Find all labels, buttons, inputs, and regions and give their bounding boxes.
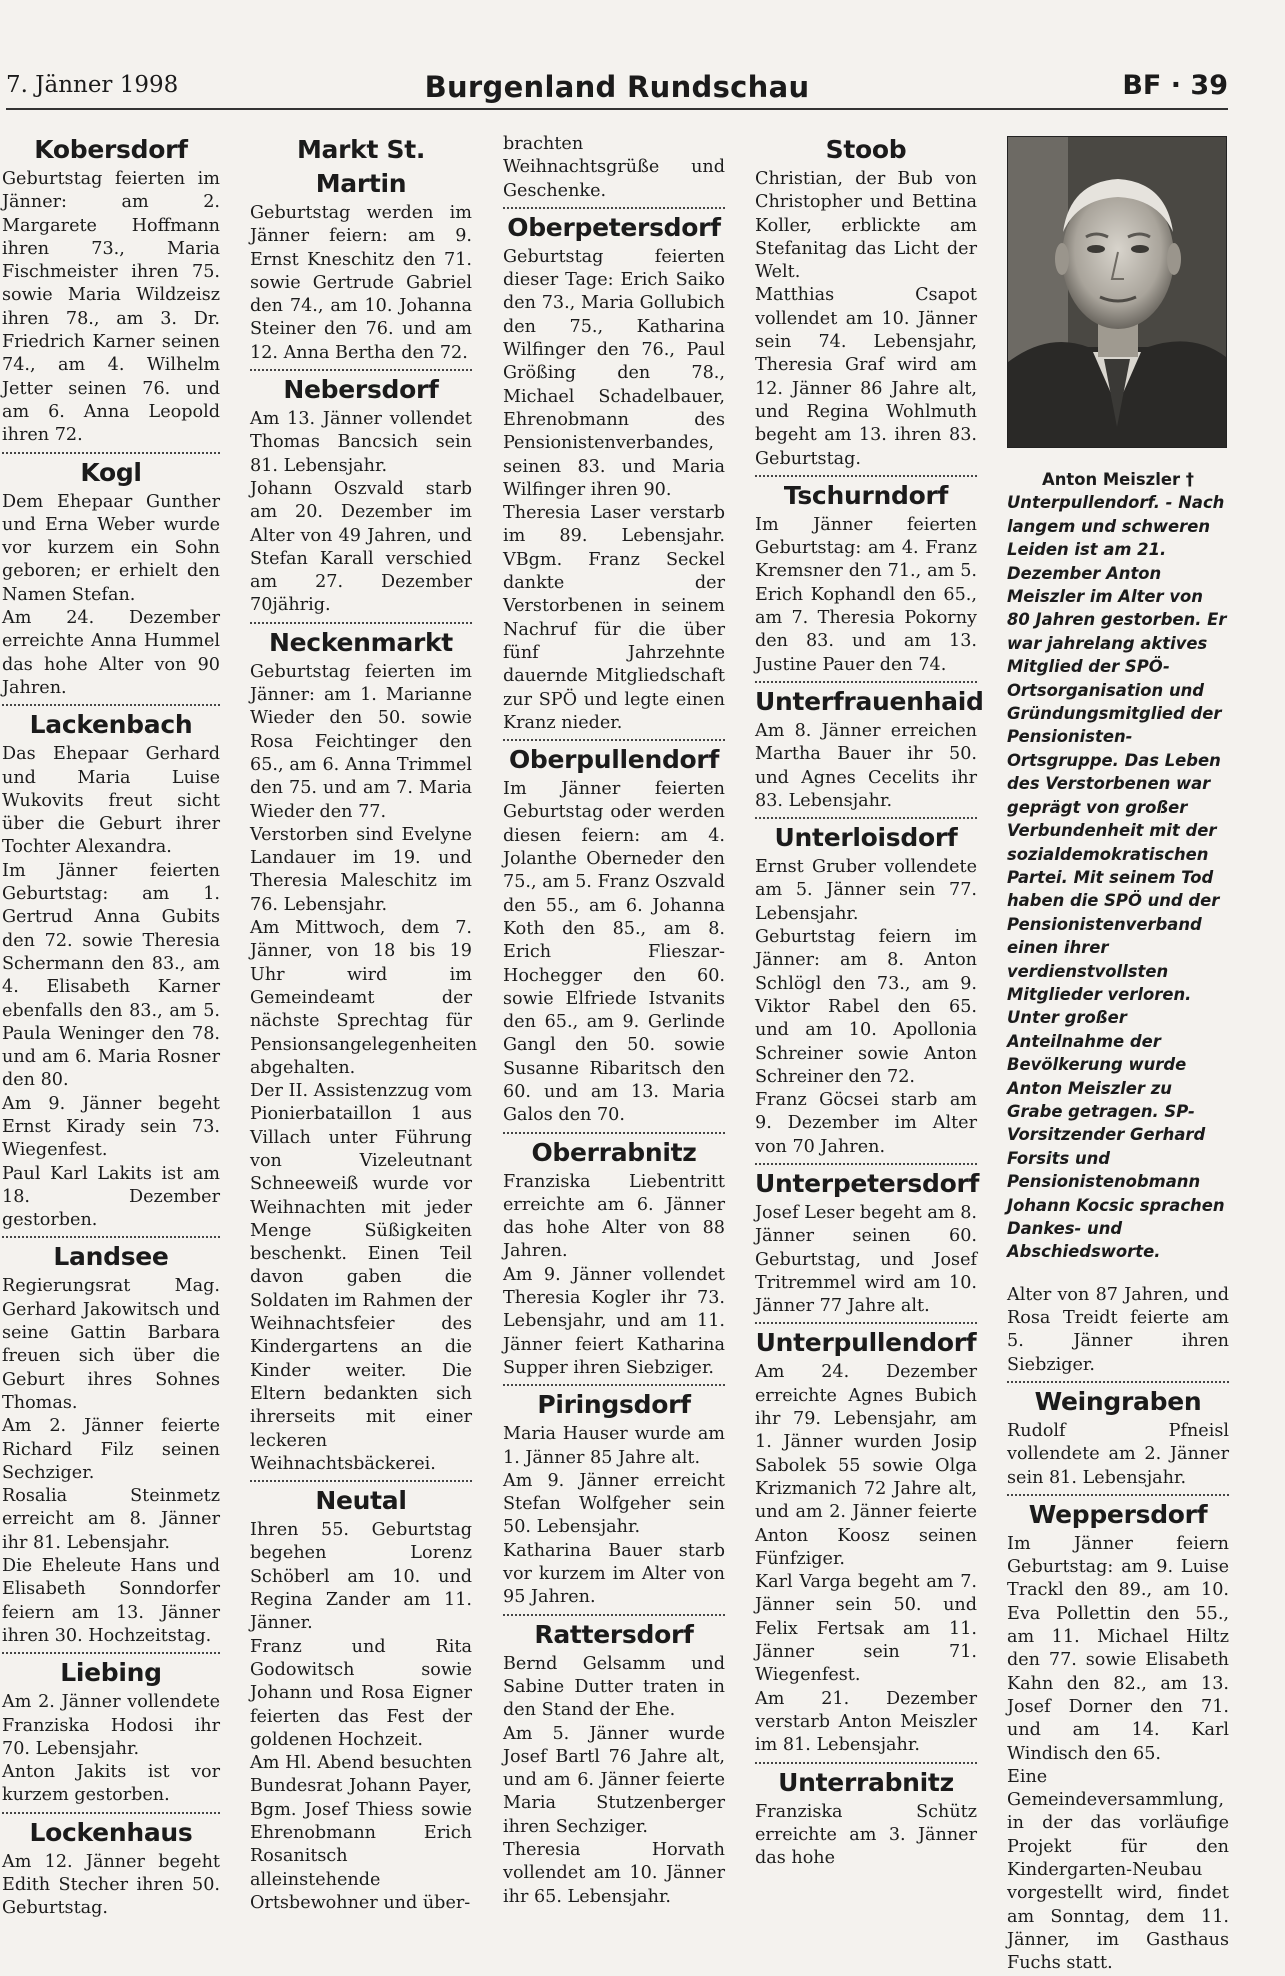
article-section (755, 1322, 977, 1757)
article-paragraph: Bernd Gelsamm und Sabine Dutter traten in den Stand der Ehe. (503, 1653, 725, 1721)
article-paragraph: Am 12. Jänner begeht Edith Stecher ihren 50. Geburtstag. (2, 1851, 220, 1919)
column-5 (1007, 133, 1229, 1974)
section-heading: Neckenmarkt (269, 627, 453, 657)
article-paragraph: Verstorben sind Evelyne Landauer im 19. und Theresia Maleschitz im 76. Lebensjahr. (250, 824, 472, 915)
article-section (250, 1480, 472, 1915)
section-heading: Oberrabnitz (531, 1137, 697, 1167)
article-paragraph: Im Jänner feiern Geburtstag: am 9. Luise Trackl den 89., am 10. Eva Pollettin den 55., am 11. Michael Hiltz den 77. sowie Elisabeth Kahn den 82., am 13. Josef Dorner den 71. und am 14. Karl Windisch den 65. (1007, 1533, 1229, 1764)
page-header (6, 70, 1228, 110)
section-heading: Lockenhaus (29, 1817, 193, 1847)
article-paragraph: Regierungsrat Mag. Gerhard Jakowitsch und seine Gattin Barbara freuen sich über die Geburt ihres Sohnes Thomas. (2, 1276, 220, 1413)
article-section (755, 1762, 977, 1871)
article-section (755, 817, 977, 1159)
section-heading: Markt St. Martin (296, 135, 426, 198)
article-paragraph: Maria Hauser wurde am 1. Jänner 85 Jahre alt. (503, 1424, 725, 1468)
article-paragraph: Karl Varga begeht am 7. Jänner sein 50. und Felix Fertsak am 11. Jänner sein 71. Wiegenfest. (755, 1572, 977, 1686)
article-section (250, 369, 472, 618)
article-paragraph: Josef Leser begeht am 8. Jänner seinen 60. Geburtstag, und Josef Tritremmel wird am 10. Jänner 77 Jahre alt. (755, 1202, 977, 1317)
article-paragraph: Franz und Rita Godowitsch sowie Johann und Rosa Eigner feierten das Fest der goldenen Hochzeit. (250, 1636, 472, 1750)
column-1 (2, 133, 220, 1919)
article-section (2, 704, 220, 1232)
article-paragraph: Rudolf Pfneisl vollendete am 2. Jänner sein 81. Lebensjahr. (1007, 1421, 1229, 1488)
article-section (2, 1236, 220, 1648)
article-paragraph: Geburtstag feierten im Jänner: am 2. Margarete Hoffmann ihren 73., Maria Fischmeister ihren 75. sowie Maria Wildzeisz ihren 78., am 3. Dr. Friedrich Karner seinen 74., am 4. Wilhelm Jetter seinen 76. und am 6. Anna Leopold ihren 72. (2, 169, 220, 446)
article-paragraph: Am 8. Jänner erreichen Martha Bauer ihr 50. und Agnes Cecelits ihr 83. Lebensjahr. (755, 720, 977, 811)
article-paragraph: Im Jänner feierten Geburtstag: am 1. Gertrud Anna Gubits den 72. sowie Theresia Schermann den 83., am 4. Elisabeth Karner ebenfalls den 83., am 5. Paula Weninger den 78. und am 6. Maria Rosner den 80. (2, 860, 220, 1091)
article-section (503, 1614, 725, 1909)
article-paragraph: Das Ehepaar Gerhard und Maria Luise Wukovits freut sicht über die Geburt ihrer Tochter Alexandra. (2, 744, 220, 858)
article-paragraph: Theresia Horvath vollendet am 10. Jänner ihr 65. Lebensjahr. (503, 1840, 725, 1907)
article-paragraph: Dem Ehepaar Gunther und Erna Weber wurde vor kurzem ein Sohn geboren; er erhielt den Namen Stefan. (2, 491, 220, 605)
article-section (1007, 1284, 1229, 1377)
section-heading: Tschurndorf (783, 480, 949, 510)
article-section (755, 475, 977, 677)
section-heading: Landsee (53, 1242, 169, 1272)
article-paragraph: Am 5. Jänner wurde Josef Bartl 76 Jahre alt, und am 6. Jänner feierte Maria Stutzenberger ihren Sechziger. (503, 1723, 725, 1837)
article-paragraph: Am 2. Jänner vollendete Franziska Hodosi ihr 70. Lebensjahr. (2, 1692, 220, 1759)
section-heading: Neutal (315, 1486, 407, 1516)
article-paragraph: brachten Weihnachtsgrüße und Geschenke. (503, 134, 725, 201)
section-heading: Nebersdorf (283, 375, 439, 405)
article-paragraph: Katharina Bauer starb vor kurzem im Alter von 95 Jahren. (503, 1540, 725, 1608)
article-section (250, 133, 472, 365)
article-paragraph: Anton Jakits ist vor kurzem gestorben. (2, 1762, 220, 1806)
portrait-photo (1007, 136, 1227, 448)
section-heading: Rattersdorf (534, 1619, 694, 1649)
article-paragraph: Die Eheleute Hans und Elisabeth Sonndorfer feiern am 13. Jänner ihren 30. Hochzeitstag. (2, 1556, 220, 1646)
section-heading: Lackenbach (29, 710, 193, 740)
section-heading: Unterloisdorf (774, 823, 958, 853)
cross-symbol: † (1185, 470, 1194, 489)
article-section (1007, 1494, 1229, 1976)
article-section (503, 1132, 725, 1381)
article-paragraph: Am 13. Jänner vollendet Thomas Bancsich sein 81. Lebensjahr. (250, 409, 472, 476)
section-heading: Weppersdorf (1028, 1499, 1208, 1529)
article-paragraph: Geburtstag werden im Jänner feiern: am 9. Ernst Kneschitz den 71. sowie Gertrude Gabriel den 74., am 10. Johanna Steiner den 76. und am 12. Anna Bertha den 72. (250, 203, 472, 363)
article-paragraph: Ernst Gruber vollendete am 5. Jänner sein 77. Lebensjahr. (755, 857, 977, 924)
article-paragraph: Am 24. Dezember erreichte Anna Hummel das hohe Alter von 90 Jahren. (2, 608, 220, 698)
article-paragraph: Franziska Liebentritt erreichte am 6. Jänner das hohe Alter von 88 Jahren. (503, 1171, 725, 1262)
column-3 (503, 133, 725, 1907)
article-paragraph: Am 2. Jänner feierte Richard Filz seinen Sechziger. (2, 1416, 220, 1483)
newspaper-title: Burgenland Rundschau (424, 70, 810, 104)
section-heading: Stoob (825, 135, 907, 164)
article-section (503, 133, 725, 203)
portrait-image (1008, 137, 1226, 447)
article-section (2, 1652, 220, 1807)
article-paragraph: Eine Gemeindeversammlung, in der das vorläufige Projekt für den Kindergarten-Neubau vorgestellt wird, findet am Sonntag, dem 11. Jänner, im Gasthaus Fuchs statt. (1007, 1766, 1229, 1974)
photo-caption (1007, 468, 1229, 1274)
article-paragraph: Im Jänner feierten Geburtstag: am 4. Franz Kremsner den 71., am 5. Erich Kophandl den 65., am 7. Theresia Pokorny den 83. und am 13. Justine Pauer den 74. (755, 514, 977, 675)
section-heading: Unterpullendorf (755, 1328, 977, 1358)
article-paragraph: Am 9. Jänner vollendet Theresia Kogler ihr 73. Lebensjahr, und am 11. Jänner feiert Katharina Supper ihren Siebziger. (503, 1264, 725, 1378)
section-heading: Unterrabnitz (778, 1767, 954, 1797)
caption-text: Unterpullendorf. - Nach langem und schweren Leiden ist am 21. Dezember Anton Meiszler im Alter von 80 Jahren gestorben. Er war jahrelang aktives Mitglied der SPÖ-Ortsorganisation und Gründungsmitglied der Pensionisten-Ortsgruppe. Das Leben des Verstorbenen war geprägt von großer Verbundenheit mit der sozialdemokratischen Partei. Mit seinem Tod haben die SPÖ und der Pensionistenverband einen ihrer verdienstvollsten Mitglieder verloren. Unter großer Anteilnahme der Bevölkerung wurde Anton Meiszler zu Grabe getragen. SP-Vorsitzender Gerhard Forsits und Pensionistenobmann Johann Kocsic sprachen Dankes- und Abschiedsworte. (1007, 493, 1227, 1262)
section-heading: Unterfrauenhaid (755, 686, 984, 716)
article-paragraph: Johann Oszvald starb am 20. Dezember im Alter von 49 Jahren, und Stefan Karall verschied am 27. Dezember 70jährig. (250, 478, 472, 616)
column-2 (250, 133, 478, 1913)
section-heading: Liebing (60, 1658, 162, 1688)
article-paragraph: Am Mittwoch, dem 7. Jänner, von 18 bis 19 Uhr wird im Gemeindeamt der nächste Sprechtag für Pensionsangelegenheiten abgehalten. (250, 918, 478, 1078)
article-section (755, 133, 977, 471)
article-section (2, 133, 220, 448)
article-paragraph: Rosalia Steinmetz erreicht am 8. Jänner ihr 81. Lebensjahr. (2, 1486, 220, 1553)
section-heading: Weingraben (1034, 1387, 1202, 1416)
article-section (755, 1163, 980, 1318)
caption-name-line (1007, 468, 1229, 491)
article-section (2, 452, 220, 701)
article-paragraph: Geburtstag feiern im Jänner: am 8. Anton Schlögl den 73., am 9. Viktor Rabel den 65. und am 10. Apollonia Schreiner sowie Anton Schreiner den 72. (755, 927, 977, 1087)
section-heading: Kobersdorf (34, 135, 188, 164)
article-paragraph: Theresia Laser verstarb im 89. Lebensjahr. VBgm. Franz Seckel dankte der Verstorbenen in seinem Nachruf für die über fünf Jahrzehnte dauernde Mitgliedschaft zur SPÖ und legte einen Kranz nieder. (503, 503, 725, 733)
section-heading: Oberpetersdorf (507, 212, 721, 242)
article-paragraph: Geburtstag feierten dieser Tage: Erich Saiko den 73., Maria Gollubich den 75., Katharina Wilfinger den 76., Paul Größing den 78., Michael Schadelbauer, Ehrenobmann des Pensionistenverbandes, seinen 83. und Maria Wilfinger ihren 90. (503, 246, 725, 500)
column-4 (755, 133, 984, 1869)
article-section (1007, 1381, 1229, 1490)
article-paragraph: Der II. Assistenzzug vom Pionierbataillon 1 aus Villach unter Führung von Vizeleutnant Schneeweiß wurde vor Weihnachten mit jeder Menge Süßigkeiten beschenkt. Einen Teil davon gaben die Soldaten im Rahmen der Weihnachtsfeier des Kindergartens an die Kinder weiter. Die Eltern bedankten sich ihrerseits mit einer leckeren Weihnachtsbäckerei. (250, 1081, 472, 1474)
article-section (250, 622, 478, 1476)
article-section (2, 1812, 220, 1921)
article-paragraph: Ihren 55. Geburtstag begehen Lorenz Schöberl am 10. und Regina Zander am 11. Jänner. (250, 1520, 472, 1634)
article-paragraph: Am 24. Dezember erreichte Agnes Bubich ihr 79. Lebensjahr, am 1. Jänner wurden Josip Sabolek 55 sowie Olga Krizmanich 72 Jahre alt, und am 2. Jänner feierte Anton Koosz seinen Fünfziger. (755, 1362, 977, 1569)
article-paragraph: Am 21. Dezember verstarb Anton Meiszler im 81. Lebensjahr. (755, 1688, 977, 1756)
section-heading: Piringsdorf (537, 1390, 691, 1420)
article-section (503, 739, 725, 1127)
article-section (755, 681, 984, 813)
article-paragraph: Paul Karl Lakits ist am 18. Dezember gestorben. (2, 1163, 220, 1231)
section-heading: Kogl (80, 457, 142, 487)
article-paragraph: Am 9. Jänner erreicht Stefan Wolfgeher sein 50. Lebensjahr. (503, 1470, 725, 1538)
section-heading: Oberpullendorf (508, 745, 720, 775)
section-heading: Unterpetersdorf (755, 1168, 980, 1198)
article-paragraph: Am 9. Jänner begeht Ernst Kirady sein 73. Wiegenfest. (2, 1093, 220, 1161)
issue-date: 7. Jänner 1998 (6, 72, 179, 98)
page-number: BF · 39 (1122, 70, 1228, 101)
article-paragraph: Franziska Schütz erreichte am 3. Jänner das hohe (755, 1801, 977, 1869)
article-paragraph: Matthias Csapot vollendet am 10. Jänner sein 74. Lebensjahr, Theresia Graf wird am 12. Jänner 86 Jahre alt, und Regina Wohlmuth begeht am 13. ihren 83. Geburtstag. (755, 285, 977, 469)
article-paragraph: Am Hl. Abend besuchten Bundesrat Johann Payer, Bgm. Josef Thiess sowie Ehrenobmann Erich Rosanitsch alleinstehende Ortsbewohner und über- (250, 1753, 472, 1913)
article-paragraph: Franz Göcsei starb am 9. Dezember im Alter von 70 Jahren. (755, 1090, 977, 1157)
article-paragraph: Alter von 87 Jahren, und Rosa Treidt feierte am 5. Jänner ihren Siebziger. (1007, 1284, 1229, 1375)
caption-name: Anton Meiszler (1042, 470, 1181, 489)
article-section (503, 1384, 725, 1609)
article-paragraph: Christian, der Bub von Christopher und Bettina Koller, erblickte am Stefanitag das Licht der Welt. (755, 169, 977, 283)
article-paragraph: Im Jänner feierten Geburtstag oder werden diesen feiern: am 4. Jolanthe Oberneder den 75., am 5. Franz Oszvald den 55., am 6. Johanna Koth den 85., am 8. Erich Flieszar-Hochegger den 60. sowie Elfriede Istvanits den 65., am 9. Gerlinde Gangl den 50. sowie Susanne Ribaritsch den 60. und am 13. Maria Galos den 70. (503, 779, 725, 1126)
article-paragraph: Geburtstag feierten im Jänner: am 1. Marianne Wieder den 50. sowie Rosa Feichtinger den 65., am 6. Anna Trimmel den 75. und am 7. Maria Wieder den 77. (250, 661, 472, 822)
article-section (503, 207, 725, 735)
